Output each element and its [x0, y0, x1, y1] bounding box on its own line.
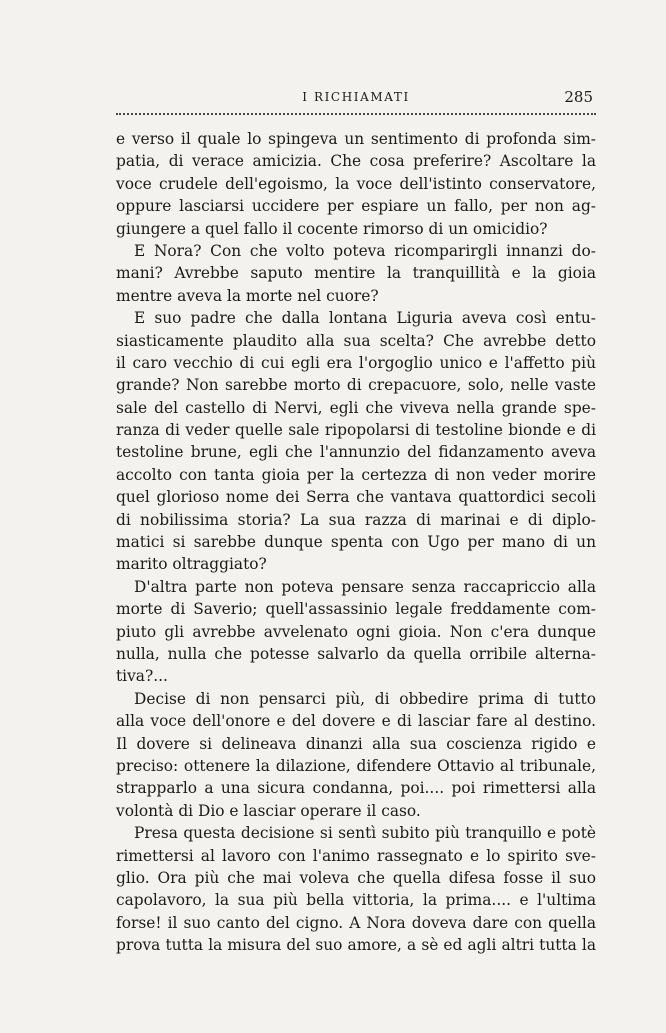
running-title: I RICHIAMATI [302, 90, 410, 104]
text-line: D'altra parte non poteva pensare senza raccapriccio alla [134, 577, 596, 596]
text-line: matici si sarebbe dunque spenta con Ugo per mano di un [116, 533, 596, 552]
text-line: patia, di verace amicizia. Che cosa preferire? Ascoltare la [116, 152, 596, 171]
text-line: forse! il suo canto del cigno. A Nora doveva dare con quella [116, 913, 596, 932]
text-line: glio. Ora più che mai voleva che quella difesa fosse il suo [116, 868, 596, 887]
text-line: mentre aveva la morte nel cuore? [116, 286, 379, 305]
text-line: il caro vecchio di cui egli era l'orgoglio unico e l'affetto più [116, 353, 596, 372]
text-line: e verso il quale lo spingeva un sentimento di profonda sim- [116, 130, 596, 148]
page-header [116, 88, 596, 112]
text-line: mani? Avrebbe saputo mentire la tranquillità e la gioia [116, 264, 596, 283]
text-line: piuto gli avrebbe avvelenato ogni gioia. Non c'era dunque [116, 622, 596, 641]
text-line: Presa questa decisione si sentì subito più tranquillo e potè [134, 824, 596, 843]
text-line: rimettersi al lavoro con l'animo rassegnato e lo spirito sve- [116, 846, 596, 865]
text-line: volontà di Dio e lasciar operare il caso. [116, 801, 421, 820]
text-line: testoline brune, egli che l'annunzio del fidanzamento aveva [116, 443, 596, 462]
text-line: capolavoro, la sua più bella vittoria, la prima.... e l'ultima [116, 891, 596, 910]
text-line: accolto con tanta gioia per la certezza di non veder morire [116, 465, 596, 484]
text-line: prova tutta la misura del suo amore, a sè ed agli altri tutta la [116, 936, 596, 955]
text-line: quel glorioso nome dei Serra che vantava quattordici secoli [116, 488, 596, 507]
text-line: ranza di veder quelle sale ripopolarsi di testoline bionde e di [116, 421, 596, 440]
text-line: tiva?... [116, 667, 168, 686]
text-line: Il dovere si delineava dinanzi alla sua coscienza rigido e [116, 734, 596, 753]
text-line: morte di Saverio; quell'assassinio legale freddamente com- [116, 600, 596, 619]
text-line: E suo padre che dalla lontana Liguria aveva così entu- [134, 309, 596, 328]
text-line: voce crudele dell'egoismo, la voce dell'istinto conservatore, [116, 174, 596, 193]
text-line: strapparlo a una sicura condanna, poi.... poi rimettersi alla [116, 779, 596, 798]
text-line: giungere a quel fallo il cocente rimorso di un omicidio? [116, 219, 548, 238]
text-line: Decise di non pensarci più, di obbedire prima di tutto [134, 689, 596, 708]
text-line: preciso: ottenere la dilazione, difendere Ottavio al tribunale, [116, 756, 596, 775]
text-line: marito oltraggiato? [116, 555, 267, 574]
text-line: oppure lasciarsi uccidere per espiare un fallo, per non ag- [116, 197, 596, 216]
text-line: di nobilissima storia? La sua razza di marinai e di diplo- [116, 510, 596, 529]
text-line: E Nora? Con che volto poteva ricomparirgli innanzi do- [134, 241, 596, 260]
page-number: 285 [564, 88, 593, 106]
text-line: grande? Non sarebbe morto di crepacuore, solo, nelle vaste [116, 376, 596, 395]
text-line: nulla, nulla che potesse salvarlo da quella orribile alterna- [116, 644, 596, 663]
body-text [116, 128, 596, 956]
text-line: siasticamente plaudito alla sua scelta? Che avrebbe detto [116, 331, 596, 350]
header-rule [116, 113, 596, 115]
text-line: alla voce dell'onore e del dovere e di lasciar fare al destino. [116, 712, 596, 731]
text-line: sale del castello di Nervi, egli che viveva nella grande spe- [116, 398, 596, 417]
